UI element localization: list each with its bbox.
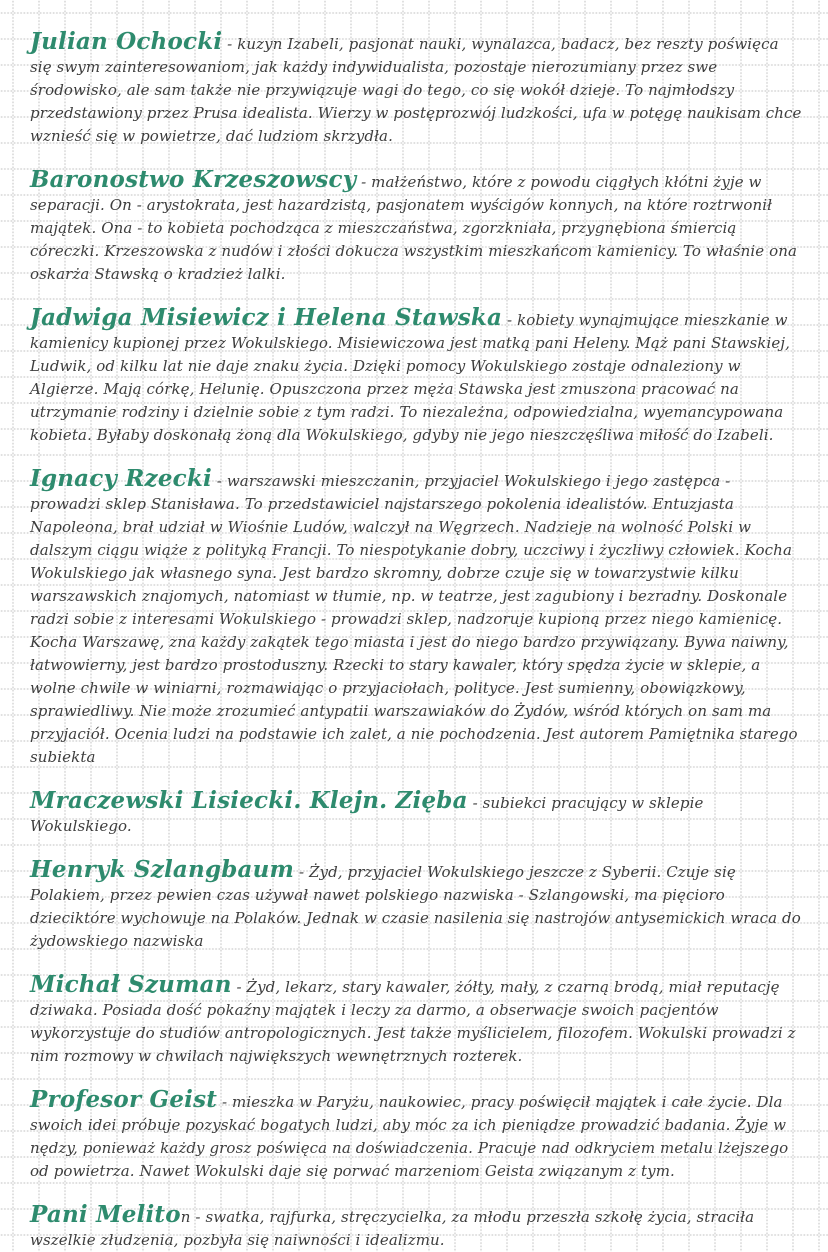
dash-separator: - bbox=[190, 1208, 206, 1226]
dash-separator: - bbox=[502, 311, 518, 329]
character-name: Ignacy Rzecki bbox=[30, 465, 212, 492]
character-description: kobiety wynajmujące mieszkanie w kamienicy kupionej przez Wokulskiego. Misiewiczowa jest matką pani Heleny. Mąż pani Stawskiej, Ludwik, od kilku lat nie daje znaku życia. Dzięki pomocy Wokulskiego zostaje odnaleziony w Algierze. Mają córkę, Helunię. Opuszczona przez męża Stawska jest zmuszona pracować na utrzymanie rodziny i dzielnie sobie z tym radzi. To niezależna, odpowiedzialna, wyemancypowana kobieta. Byłaby doskonałą żoną dla Wokulskiego, gdyby nie jego nieszczęśliwa miłość do Izabeli. bbox=[30, 311, 790, 444]
character-entry bbox=[30, 858, 802, 953]
character-name: Baronostwo Krzeszowscy bbox=[30, 166, 357, 193]
character-name: Pani Melito bbox=[30, 1201, 181, 1228]
character-name: Profesor Geist bbox=[30, 1086, 218, 1113]
character-description: kuzyn Izabeli, pasjonat nauki, wynalazca, badacz, bez reszty poświęca się swym zainteresowaniom, jak każdy indywidualista, pozostaje nierozumiany przez swe środowisko, ale sam także nie przywiązuje wagi do tego, co się wokół dzieje. To najmłodszy przedstawiony przez Prusa idealista. Wierzy w postęprozwój ludzkości, ufa w potęgę naukisam chce wznieść się w powietrze, dać ludziom skrzydła. bbox=[30, 35, 802, 145]
character-description: warszawski mieszczanin, przyjaciel Wokulskiego i jego zastępca - prowadzi sklep Stanisława. To przedstawiciel najstarszego pokolenia idealistów. Entuzjasta Napoleona, brał udział w Wiośnie Ludów, walczył na Węgrzech. Nadzieje na wolność Polski w dalszym ciągu wiąże z polityką Francji. To niespotykanie dobry, uczciwy i życzliwy człowiek. Kocha Wokulskiego jak własnego syna. Jest bardzo skromny, dobrze czuje się w towarzystwie kilku warszawskich znajomych, natomiast w tłumie, np. w teatrze, jest zagubiony i bezradny. Doskonale radzi sobie z interesami Wokulskiego - prowadzi sklep, nadzoruje kupioną przez niego kamienicę. Kocha Warszawę, zna każdy zakątek tego miasta i jest do niego bardzo przywiązany. Bywa naiwny, łatwowierny, jest bardzo prostoduszny. Rzecki to stary kawaler, który spędza życie w sklepie, a wolne chwile w winiarni, rozmawiając o przyjaciołach, polityce. Jest sumienny, obowiązkowy, sprawiedliwy. Nie może zrozumieć antypatii warszawiaków do Żydów, wśród których on sam ma przyjaciół. Ocenia ludzi na podstawie ich zalet, a nie pochodzenia. Jest autorem Pamiętnika starego subiekta bbox=[30, 472, 798, 766]
dash-separator: - bbox=[222, 35, 238, 53]
character-description: małżeństwo, które z powodu ciągłych kłótni żyje w separacji. On - arystokrata, jest hazardzistą, pasjonatem wyścigów konnych, na które roztrwonił majątek. Ona - to kobieta pochodząca z mieszczaństwa, zgorzkniała, przygnębiona śmiercią córeczki. Krzeszowska z nudów i złości dokucza wszystkim mieszkańcom kamienicy. To właśnie ona oskarża Stawską o kradzież lalki. bbox=[30, 173, 798, 283]
character-name-suffix: n bbox=[180, 1208, 191, 1226]
character-name: Jadwiga Misiewicz i Helena Stawska bbox=[30, 304, 503, 331]
character-name: Mraczewski Lisiecki. Klejn. Zięba bbox=[30, 787, 468, 814]
character-description: Żyd, przyjaciel Wokulskiego jeszcze z Syberii. Czuje się Polakiem, przez pewien czas używał nawet polskiego nazwiska - Szlangowski, ma pięcioro dzieciktóre wychowuje na Polaków. Jednak w czasie nasilenia się nastrojów antysemickich wraca do żydowskiego nazwiska bbox=[30, 863, 801, 950]
character-entry bbox=[30, 973, 802, 1068]
character-entry bbox=[30, 1088, 802, 1183]
character-entry bbox=[30, 1203, 802, 1252]
dash-separator: - bbox=[217, 1093, 232, 1111]
character-description: subiekci pracujący w sklepie Wokulskiego. bbox=[30, 794, 704, 835]
dash-separator: - bbox=[211, 472, 227, 490]
dash-separator: - bbox=[356, 173, 372, 191]
character-entry bbox=[30, 789, 802, 838]
character-entry bbox=[30, 168, 802, 286]
character-name: Henryk Szlangbaum bbox=[30, 856, 295, 883]
dash-separator: - bbox=[231, 978, 247, 996]
character-entry bbox=[30, 467, 802, 769]
character-name: Michał Szuman bbox=[30, 971, 232, 998]
character-name: Julian Ochocki bbox=[30, 28, 223, 55]
character-entry bbox=[30, 30, 802, 148]
character-description: mieszka w Paryżu, naukowiec, pracy poświęcił majątek i całe życie. Dla swoich idei próbuje pozyskać bogatych ludzi, aby móc za ich pieniądze prowadzić badania. Żyje w nędzy, ponieważ każdy grosz poświęca na doświadczenia. Pracuje nad odkryciem metalu lżejszego od powietrza. Nawet Wokulski daje się porwać marzeniom Geista związanym z tym. bbox=[30, 1093, 789, 1180]
character-description: Żyd, lekarz, stary kawaler, żółty, mały, z czarną brodą, miał reputację dziwaka. Posiada dość pokaźny majątek i leczy za darmo, a obserwacje swoich pacjentów wykorzystuje do studiów antropologicznych. Jest także myślicielem, filozofem. Wokulski prowadzi z nim rozmowy w chwilach największych wewnętrznych rozterek. bbox=[30, 978, 796, 1065]
character-description: swatka, rajfurka, stręczycielka, za młodu przeszła szkołę życia, straciła wszelkie złudzenia, pozbyła się naiwności i idealizmu. bbox=[30, 1208, 755, 1249]
dash-separator: - bbox=[467, 794, 483, 812]
dash-separator: - bbox=[294, 863, 309, 881]
character-entry bbox=[30, 306, 802, 447]
